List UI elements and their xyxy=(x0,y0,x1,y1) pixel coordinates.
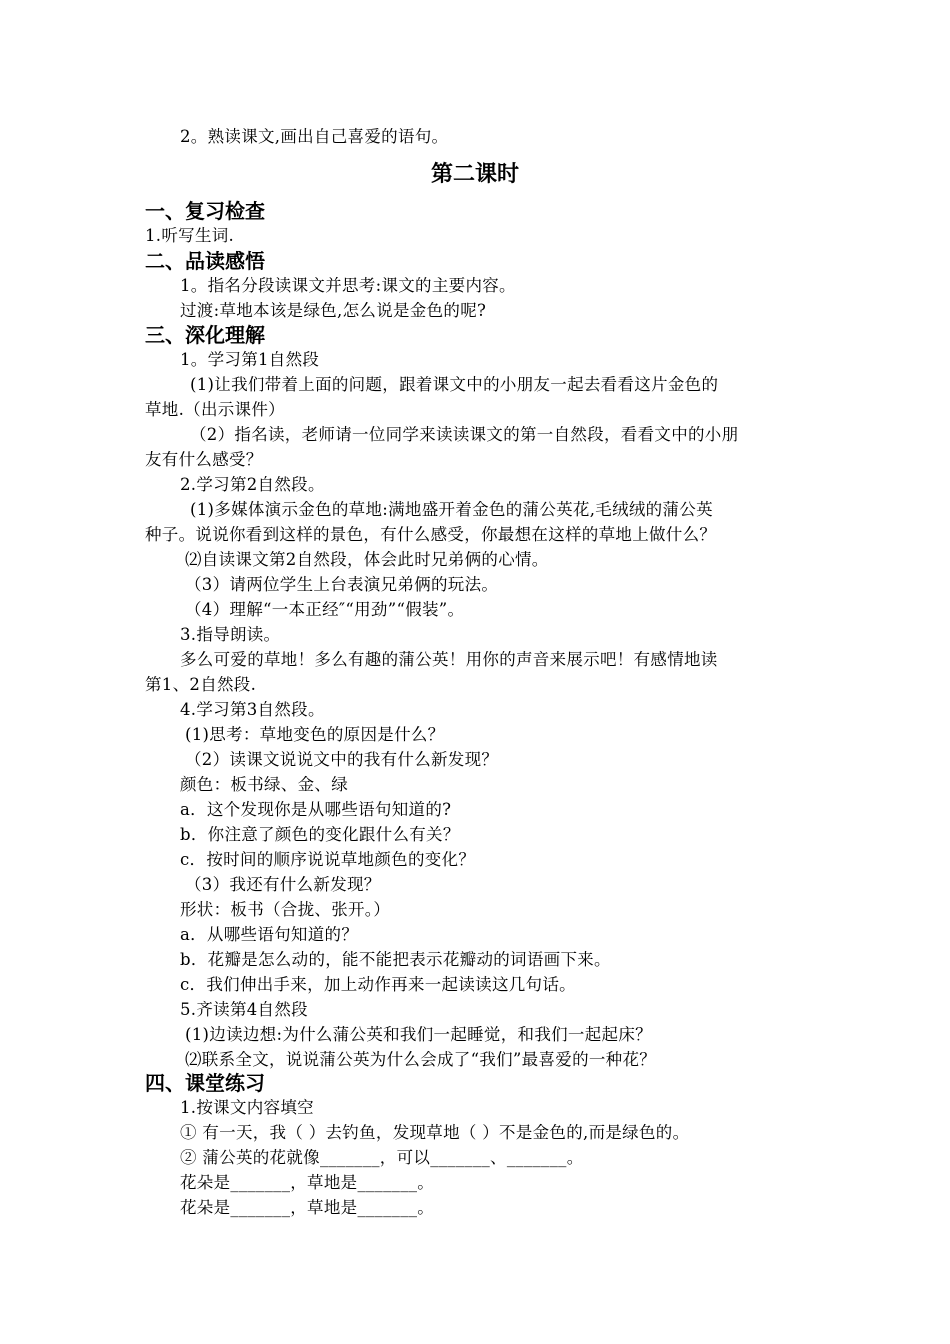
paragraph-line: (1)边读边想:为什么蒲公英和我们一起睡觉，和我们一起起床？ xyxy=(185,1025,652,1044)
paragraph-line: c．我们伸出手来，加上动作再来一起读读这几句话。 xyxy=(180,975,576,994)
paragraph-line: (1)让我们带着上面的问题，跟着课文中的小朋友一起去看看这片金色的 xyxy=(190,375,719,394)
paragraph-line: c．按时间的顺序说说草地颜色的变化？ xyxy=(180,850,476,869)
paragraph-line: 1.按课文内容填空 xyxy=(180,1098,314,1117)
paragraph-line: b．你注意了颜色的变化跟什么有关？ xyxy=(180,825,460,844)
paragraph-line: （3）请两位学生上台表演兄弟俩的玩法。 xyxy=(185,575,499,594)
paragraph-line: 5.齐读第4自然段 xyxy=(180,1000,308,1019)
paragraph-line: ① 有一天，我（ ）去钓鱼，发现草地（ ）不是金色的,而是绿色的。 xyxy=(180,1123,690,1142)
paragraph-line: （2）指名读，老师请一位同学来读读课文的第一自然段，看看文中的小朋 xyxy=(190,425,739,444)
paragraph-line: 友有什么感受？ xyxy=(145,450,263,469)
paragraph-line: 3.指导朗读。 xyxy=(180,625,281,644)
paragraph-line: 花朵是_______，草地是_______。 xyxy=(180,1173,435,1192)
page-title: 第二课时 xyxy=(430,162,519,187)
paragraph-line: （3）我还有什么新发现？ xyxy=(185,875,381,894)
paragraph-line: 草地.（出示课件） xyxy=(145,400,285,419)
section-heading-3: 三、深化理解 xyxy=(145,323,265,347)
section-heading-4: 四、课堂练习 xyxy=(145,1071,265,1095)
paragraph-line: （2）读课文说说文中的我有什么新发现？ xyxy=(185,750,499,769)
section-heading-1: 一、复习检查 xyxy=(145,199,265,223)
paragraph-line: 多么可爱的草地！多么有趣的蒲公英！用你的声音来展示吧！有感情地读 xyxy=(180,650,718,669)
paragraph-line: 第1、2自然段. xyxy=(145,675,257,694)
paragraph-line: ⑵自读课文第2自然段，体会此时兄弟俩的心情。 xyxy=(185,550,549,569)
paragraph-line: 颜色：板书绿、金、绿 xyxy=(180,775,348,794)
paragraph-line: a．从哪些语句知道的？ xyxy=(180,925,359,944)
paragraph-line: 形状：板书（合拢、张开。） xyxy=(180,900,391,919)
intro-line: 2。熟读课文,画出自己喜爱的语句。 xyxy=(180,127,449,146)
paragraph-line: （4）理解“一本正经″“用劲”“假装”。 xyxy=(185,600,465,619)
paragraph-line: (1)多媒体演示金色的草地:满地盛开着金色的蒲公英花,毛绒绒的蒲公英 xyxy=(190,500,713,519)
paragraph-line: b．花瓣是怎么动的，能不能把表示花瓣动的词语画下来。 xyxy=(180,950,611,969)
paragraph-line: 4.学习第3自然段。 xyxy=(180,700,325,719)
paragraph-line: 1。指名分段读课文并思考:课文的主要内容。 xyxy=(180,276,516,295)
paragraph-line: 花朵是_______，草地是_______。 xyxy=(180,1198,435,1217)
paragraph-line: 种子。说说你看到这样的景色，有什么感受，你最想在这样的草地上做什么？ xyxy=(145,525,717,544)
paragraph-line: 1.听写生词. xyxy=(145,226,235,245)
paragraph-line: (1)思考：草地变色的原因是什么？ xyxy=(185,725,445,744)
paragraph-line: ② 蒲公英的花就像_______，可以_______、_______。 xyxy=(180,1148,584,1167)
paragraph-line: 过渡:草地本该是绿色,怎么说是金色的呢? xyxy=(180,301,487,320)
paragraph-line: ⑵联系全文，说说蒲公英为什么会成了“我们”最喜爱的一种花？ xyxy=(185,1050,657,1069)
paragraph-line: 1。学习第1自然段 xyxy=(180,350,320,369)
section-heading-2: 二、品读感悟 xyxy=(145,249,265,273)
paragraph-line: 2.学习第2自然段。 xyxy=(180,475,325,494)
paragraph-line: a．这个发现你是从哪些语句知道的? xyxy=(180,800,452,819)
